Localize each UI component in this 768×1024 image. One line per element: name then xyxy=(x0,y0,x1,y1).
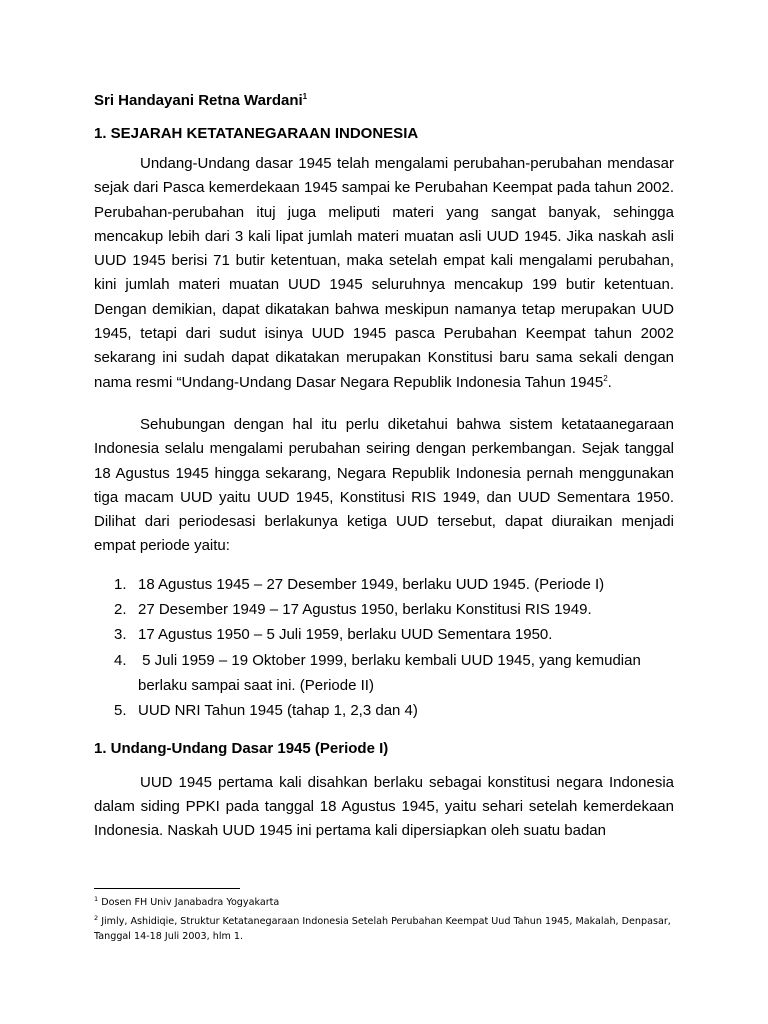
list-item xyxy=(114,622,674,647)
footnote-2-number: 2 xyxy=(94,913,99,922)
list-item xyxy=(114,572,674,597)
footnote-2 xyxy=(94,911,674,945)
footnote-divider xyxy=(94,888,240,889)
paragraph-1-end: . xyxy=(607,373,612,391)
footnote-1-text: Dosen FH Univ Janabadra Yogyakarta xyxy=(98,897,280,909)
list-item xyxy=(114,648,674,699)
footnote-ref-2: 2 xyxy=(603,373,608,383)
paragraph-1-text: Undang-Undang dasar 1945 telah mengalami perubahan-perubahan mendasar sejak dari Pasca kemerdekaan 1945 sampai ke Perubahan Keempat pada tahun 2002. Perubahan-perubahan ituj juga meliputi materi yang sangat banyak, sehingga mencakup lebih dari 3 kali lipat jumlah materi muatan asli UUD 1945. Jika naskah asli UUD 1945 berisi 71 butir ketentuan, maka setelah empat kali mengalami perubahan, kini jumlah materi muatan UUD 1945 seluruhnya mencakup 199 butir ketentuan. Dengan demikian, dapat dikatakan bahwa meskipun namanya tetap merupakan UUD 1945, tetapi dari sudut isinya UUD 1945 pasca Perubahan Keempat tahun 2002 sekarang ini sudah dapat dikatakan merupakan Konstitusi baru sama sekali dengan nama resmi “Undang-Undang Dasar Negara Republik Indonesia Tahun 1945 xyxy=(94,155,674,391)
footnote-ref-1: 1 xyxy=(302,92,308,101)
section-heading: 1. SEJARAH KETATANEGARAAN INDONESIA xyxy=(94,125,419,142)
list-item xyxy=(114,698,674,723)
list-item-number: 2. xyxy=(114,601,127,619)
list-item-text: 27 Desember 1949 – 17 Agustus 1950, berlaku Konstitusi RIS 1949. xyxy=(138,601,592,619)
author-name xyxy=(94,87,674,111)
list-item xyxy=(114,597,674,622)
footnote-1 xyxy=(94,892,674,911)
list-item-text: 18 Agustus 1945 – 27 Desember 1949, berlaku UUD 1945. (Periode I) xyxy=(138,575,605,593)
footnote-1-number: 1 xyxy=(94,895,99,903)
paragraph-1 xyxy=(94,152,674,395)
footnotes xyxy=(94,888,674,945)
list-item-text: 17 Agustus 1950 – 5 Juli 1959, berlaku UUD Sementara 1950. xyxy=(138,626,553,644)
author-name-text: Sri Handayani Retna Wardani xyxy=(94,92,303,109)
subsection-heading: 1. Undang-Undang Dasar 1945 (Periode I) xyxy=(94,739,389,757)
period-list xyxy=(94,572,674,724)
list-item-number: 4. xyxy=(114,651,127,669)
list-item-number: 1. xyxy=(114,575,127,593)
list-item-number: 3. xyxy=(114,626,127,644)
paragraph-2: Sehubungan dengan hal itu perlu diketahui bahwa sistem ketataanegaraan Indonesia selalu mengalami perubahan seiring dengan perkembangan. Sejak tanggal 18 Agustus 1945 hingga sekarang, Negara Republik Indonesia pernah menggunakan tiga macam UUD yaitu UUD 1945, Konstitusi RIS 1949, dan UUD Sementara 1950. Dilihat dari periodesasi berlakunya ketiga UUD tersebut, dapat diuraikan menjadi empat periode yaitu: xyxy=(94,415,674,555)
list-item-number: 5. xyxy=(114,702,127,720)
paragraph-3: UUD 1945 pertama kali disahkan berlaku sebagai konstitusi negara Indonesia dalam siding PPKI pada tanggal 18 Agustus 1945, yaitu sehari setelah kemerdekaan Indonesia. Naskah UUD 1945 ini pertama kali dipersiapkan oleh suatu badan xyxy=(94,773,674,840)
footnote-2-text: Jimly, Ashidiqie, Struktur Ketatanegaraan Indonesia Setelah Perubahan Keempat Uud Tahun 1945, Makalah, Denpasar, Tanggal 14-18 Juli 2003, hlm 1. xyxy=(94,915,671,943)
document-body xyxy=(94,87,674,843)
list-item-text: 5 Juli 1959 – 19 Oktober 1999, berlaku kembali UUD 1945, yang kemudian berlaku sampai saat ini. (Periode II) xyxy=(138,651,645,694)
list-item-text: UUD NRI Tahun 1945 (tahap 1, 2,3 dan 4) xyxy=(138,702,418,720)
